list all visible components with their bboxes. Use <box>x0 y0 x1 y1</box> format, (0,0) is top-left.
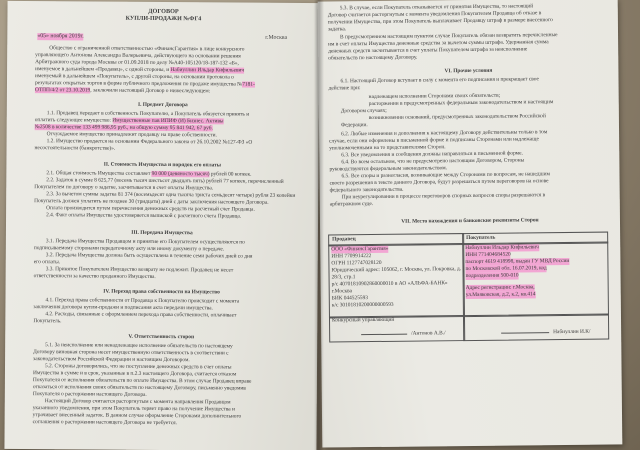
s1-line-2: оплатить следующее имущество: Имущественные пав ИПИФ (И) Бизнес. Активы <box>34 117 224 125</box>
contract-city: г.Москва <box>265 34 288 41</box>
s2-line-6: Оплата производится путем перечисления денежных средств на расчетный счет Продавца. <box>46 205 255 213</box>
seller-signature-name: /Антонов А.В./ <box>411 330 446 337</box>
seller-city: г.Москва <box>331 288 353 295</box>
buyer-name: Набиуллин Ильдар Кифильевич <box>465 244 539 252</box>
seller-ogrn: ОГРН 1127747028120 <box>331 259 382 267</box>
r-top-line-7: денежных средств засчитывается в счет уплаты Покупателем штрафа за неисполнение <box>328 46 528 55</box>
intro-line-7: ОТПП/4/2 от 23.10.2019, заключили настоящий Договор о нижеследующем: <box>34 87 211 95</box>
contract-page-2 <box>318 0 623 448</box>
s6-line-16: федерального законодательства. <box>329 186 404 194</box>
buyer-signature-name: Набиуллин И.К/ <box>553 328 591 336</box>
s3-line-2: подписываемому сторонами передаточному акту или иному документу о передаче. <box>33 245 225 253</box>
s4-line-2: заключения договора купли-продажи и подписания акта передачи имущества. <box>33 304 213 312</box>
s2-line-7: 2.4. Факт оплаты Имущества удостоверяется выпиской с расчетного счета Продавца. <box>46 212 242 220</box>
intro-line-4: именуемое в дальнейшем «Продавец», с одной стороны, и Набиуллин Ильдар Кифильевич <box>35 66 245 74</box>
contract-page-1 <box>4 1 319 450</box>
s5-line-1: 5.1. За неисполнение или ненадлежащее исполнение обязательств по настоящему <box>45 342 233 350</box>
buyer-inn: ИНН 771404684520 <box>465 251 511 259</box>
s6-line-1: 6.1. Настоящий Договор вступает в силу с момента его подписания и прекращает свое <box>340 76 539 85</box>
section-6-title: VI. Прочие условия <box>444 67 493 75</box>
s6-line-9: случае, если они оформлены в письменной форме и подписаны Сторонами или надлежаще <box>329 136 539 145</box>
s1-line-6: несостоятельности (банкротстве)». <box>34 145 116 152</box>
s6-line-6: возникновении оснований, предусмотренных законодательством Российской <box>368 113 546 122</box>
seller-name: ООО «ФинансГарантия» <box>331 245 389 253</box>
intro-line-2: управляющего Антонова Александра Валерьевича, действующего на основании решения <box>35 52 241 60</box>
s1-line-3: №2508 в количестве 133 499 986,95 руб., на общую сумму 95 841 942, 67 руб. <box>34 124 213 132</box>
section-3-title: III. Передача Имущества <box>131 229 193 237</box>
s6-line-5: Договором случаях; <box>340 107 387 115</box>
s6-line-3: надлежащем исполнении Сторонами своих обязательств; <box>368 92 501 101</box>
s2-line-4: 2.3. За вычетом суммы задатка 81 374 (восемьдесят одна тысяча триста семьдесят четыре) рубля 23 копейки <box>46 191 296 199</box>
contract-subtitle: КУПЛИ-ПРОДАЖИ №ФГ4 <box>125 15 202 23</box>
asset-name-highlight: Имущественные пав ИПИФ (И) Бизнес. Активы <box>112 117 224 125</box>
s2-line-5: Покупатель должен уплатить не позднее 30 (тридцати) дней с даты заключения настоящего Договора. <box>34 198 269 206</box>
buyer-passport-2: по Московской обл. 16.07.2019, код <box>465 265 547 273</box>
r-top-line-1: 5.3. В случае, если Покупатель отказывается от принятия Имущества, то настоящий <box>339 3 534 12</box>
buyer-sign-cell <box>463 314 609 342</box>
page-fold-shadow <box>314 0 324 450</box>
buyer-address: Адрес регистрации: г.Москва, <box>465 284 535 292</box>
s2-line-2: 2.2. Задаток в сумме 8 625,77 (восемь тысяч шестьсот двадцать пять) рублей 77 копеек, перечисленный <box>46 177 284 185</box>
seller-inn: ИНН 7709914222 <box>331 253 372 260</box>
s5-line-5: Имущества в сумме и в срок, указанные в п.2.3 настоящего Договора, считается отказом <box>32 370 237 378</box>
s2-line-1: 2.1. Общая стоимость Имущества составляет 90 000 (девяносто тысяч) рублей 00 копеек. <box>46 170 252 178</box>
s1-line-1: 1.1. Продавец передает в собственность Покупателю, а Покупатель обязуется принять и <box>46 110 250 118</box>
intro-line-3: Арбитражного суда города Москвы от 01.09.2018 по делу №А40-105120/18-187-132 «Б», <box>35 59 239 67</box>
section-2-title: II. Стоимость Имущества и порядок его оплаты <box>103 161 222 169</box>
r-top-line-2: Договор считается расторгнутым с момента уведомления Покупателем Продавца об отказе в <box>327 10 542 19</box>
seller-address-2: 28/3, стр.1 <box>331 274 356 281</box>
seller-address: Юридический адрес: 105062, г. Москва, ул. Покровка, д. <box>331 266 462 274</box>
seller-bik: БИК 044525593 <box>331 295 369 302</box>
intro-line-1: Общество с ограниченной ответственностью «ФинансГарантия» в лице конкурсного <box>49 45 245 53</box>
intro-line-5: именуемый в дальнейшем «Покупатель», с другой стороны, на основании протокола о <box>35 73 234 81</box>
s3-line-1: 3.1. Передача Имущества Продавцом и принятие его Покупателем осуществляются по <box>45 238 245 246</box>
s6-line-4: расторжении в предусмотренных федеральным законодательством и настоящим <box>368 99 554 108</box>
s6-line-8: 6.2. Любые изменения и дополнения к настоящему Договору действительны только в том <box>341 129 548 138</box>
seller-heading: Продавец <box>332 236 356 243</box>
contract-date: «05» ноября 2019г. <box>37 33 84 40</box>
s3-line-3: 3.2. Передача Имущества должна быть осуществлена в течение семи рабочих дней со дня <box>45 252 253 260</box>
lot-number: 7181- <box>242 81 255 88</box>
s6-line-2: действие при: <box>328 85 361 92</box>
buyer-name-highlight: Набиуллин Ильдар Кифильевич <box>170 67 245 74</box>
buyer-address-2: ул.Маяковская, д.2, к.2, кв.414 <box>465 291 536 299</box>
s6-line-10: уполномоченными на то представителями Сторон. <box>329 144 446 152</box>
s3-line-4: его оплаты. <box>33 259 61 266</box>
s4-line-3: 4.2. Расходы, связанные с оформлением перехода права собственности, оплачивает <box>45 311 237 319</box>
r-top-line-6: им в счет оплаты Имущества денежные средства за вычетом суммы штрафа. Удержанная сумма <box>328 39 549 48</box>
s6-line-12: 6.4. Во всем остальном, что не предусмотрено настоящим Договором, Стороны <box>341 157 525 166</box>
s6-line-7: Федерации. <box>340 122 368 129</box>
s4-line-4: Покупатель. <box>33 318 62 325</box>
s5-line-10: указанного уведомления, при этом Покупатель теряет право на получение Имущества и <box>32 405 235 413</box>
section-4-title: IV. Переход права собственности на Имущество <box>103 288 220 296</box>
s1-line-5: 1.2. Имущество продается на основании Федерального закона от 26.10.2002 №127-ФЗ «О <box>46 138 253 146</box>
r-top-line-3: получении Имущества, при этом Покупатель выплачивает Продавцу штраф в размере внесенного <box>327 17 553 26</box>
r-top-line-5: В предусмотренном настоящим пунктом случае Покупатель обязан возвратить перечисленные <box>340 32 558 41</box>
s5-line-11: утрачивает внесенный задаток. В данном случае оформление Сторонами дополнительного <box>32 412 242 420</box>
s6-line-15: своего разрешения в тексте данного Договора, будут разрешаться путем переговоров на основе <box>329 178 549 187</box>
s3-line-5: 3.3. Принятое Покупателем Имущество возврату не подлежит. Продавец не несет <box>45 266 234 274</box>
protocol-date: ОТПП/4/2 от 23.10.2019 <box>34 87 91 94</box>
buyer-passport-3: подразделения 500-010 <box>465 272 519 280</box>
s4-line-1: 4.1. Переход права собственности от Продавца к Покупателю происходит с момента <box>45 297 240 305</box>
s6-line-11: 6.3. Все уведомления и сообщения должны направляться в письменной форме. <box>341 150 523 159</box>
buyer-passport: паспорт 4619 418998, выдан ГУ МВД России <box>465 257 570 266</box>
s5-line-8: Покупателя о расторжении настоящего Договора. <box>32 391 147 398</box>
s5-line-12: соглашения о расторжении настоящего Договора не требуется. <box>32 419 177 427</box>
s1-line-4: Отчуждаемое имущество принадлежит продавцу на праве собственности. <box>46 131 217 139</box>
s5-line-2: Договору виновная сторона несет имущественную ответственность в соответствии с <box>33 349 229 357</box>
s6-line-13: руководствуются федеральным законодательством. <box>329 165 448 173</box>
section-7-title: VII. Место нахождения и банковские реквизиты Сторон <box>401 217 539 225</box>
seller-account: р/с 40701810902860000010 в АО «АЛЬФА-БАНК» <box>331 280 448 288</box>
seller-role: Конкурсный управляющий <box>331 316 395 324</box>
r-top-line-8: обязательств по настоящему Договору. <box>328 54 418 62</box>
s3-line-6: ответственности за качество проданного Имущества. <box>33 273 156 280</box>
price-highlight: 90 000 (девяносто тысяч) <box>151 170 210 178</box>
s5-line-6: Покупателя от исполнения обязательств по оплате Имущества. В этом случае Продавец вправе <box>32 377 252 385</box>
s5-line-7: отказаться от исполнения своих обязательств по настоящему Договору, письменно уведомив <box>32 384 246 392</box>
section-1-title: I. Предмет Договора <box>137 101 188 109</box>
s5-line-9: Настоящий Договор считается расторгнутым с момента направления Продавцом <box>44 398 231 406</box>
s6-line-17: При неурегулировании в процессе переговоров спорных вопросов споры разрешаются в <box>341 192 546 201</box>
s6-line-14: 6.5. Все споры и разногласия, возникающие между Сторонами по вопросам, не нашедшим <box>341 171 550 180</box>
contract-title: ДОГОВОР <box>148 7 179 16</box>
s6-line-18: арбитражном суде. <box>329 201 374 208</box>
r-top-line-4: задатка. <box>327 26 347 33</box>
s2-line-3: Покупателем по договору о задатке, засчитывается в счет оплаты Имущества. <box>34 184 214 192</box>
intro-line-6: результатах открытых торгов в форме публичного предложения по продаже имущества №7181- <box>34 80 255 88</box>
s5-line-3: законодательством Российской Федерации и настоящим Договором. <box>33 356 190 364</box>
section-5-title: V. Ответственность сторон <box>128 333 195 341</box>
s5-line-4: 5.2. Стороны договорились, что не поступление денежных средств в счет оплаты <box>44 363 232 371</box>
seller-corr-account: к/с 30101810200000000593 <box>331 301 394 309</box>
buyer-heading: Покупатель <box>466 234 496 242</box>
